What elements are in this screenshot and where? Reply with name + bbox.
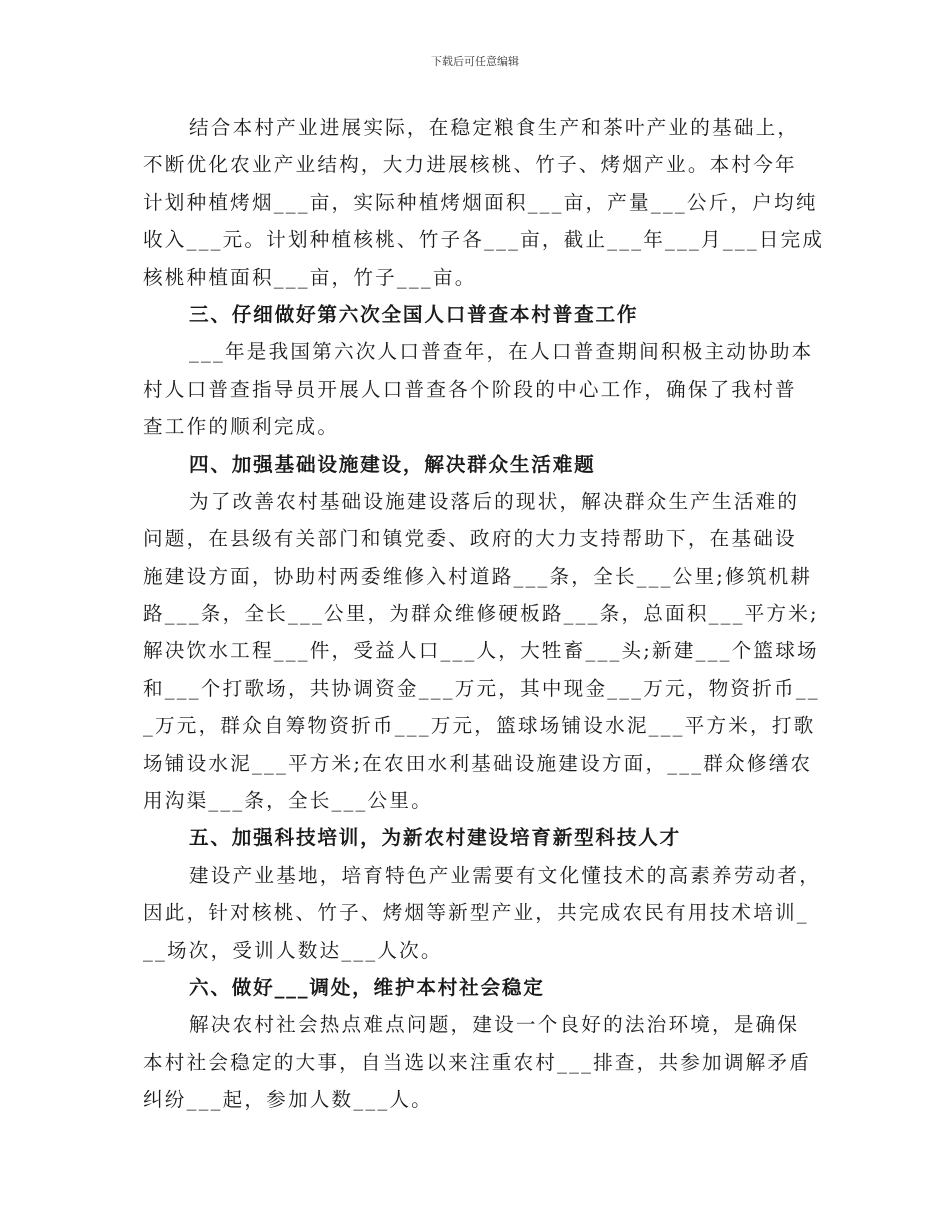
text-line: 计划种植烤烟___亩，实际种植烤烟面积___亩，产量___公斤，户均纯 — [143, 190, 818, 214]
text-line: _万元，群众自筹物资折币___万元，篮球场铺设水泥___平方米，打歌 — [143, 714, 816, 738]
section-heading: 五、加强科技培训，为新农村建设培育新型科技人才 — [189, 826, 682, 850]
text-line: 结合本村产业进展实际，在稳定粮食生产和茶叶产业的基础上， — [189, 116, 800, 139]
text-line: 建设产业基地，培育特色产业需要有文化懂技术的高素养劳动者， — [189, 863, 822, 887]
text-line: 核桃种植面积___亩，竹子___亩。 — [143, 265, 477, 289]
text-line: 为了改善农村基础设施建设落后的现状，解决群众生产生活难的 — [189, 489, 800, 513]
text-line: 场铺设水泥___平方米;在农田水利基础设施建设方面，___群众修缮农 — [143, 751, 813, 775]
section-heading: 四、加强基础设施建设，解决群众生活难题 — [189, 452, 596, 476]
text-line: 纠纷___起，参加人数___人。 — [143, 1088, 433, 1112]
text-line: 查工作的顺利完成。 — [143, 415, 340, 439]
text-line: 和___个打歌场，共协调资金___万元，其中现金___万元，物资折币__ — [143, 676, 820, 700]
text-line: 收入___元。计划种植核桃、竹子各___亩，截止___年___月___日完成 — [143, 228, 825, 252]
text-line: 本村社会稳定的大事，自当选以来注重农村___排查，共参加调解矛盾 — [143, 1050, 812, 1074]
text-line: ___年是我国第六次人口普查年，在人口普查期间积极主动协助本 — [189, 340, 814, 364]
text-line: 解决饮水工程___件，受益人口___人，大牲畜___头;新建___个篮球场 — [143, 639, 819, 663]
text-line: 路___条，全长___公里，为群众维修硬板路___条，总面积___平方米; — [143, 602, 819, 626]
document-body — [143, 109, 825, 1119]
text-line: 问题，在县级有关部门和镇党委、政府的大力支持帮助下，在基础设 — [143, 527, 797, 551]
section-heading: 六、做好___调处，维护本村社会稳定 — [189, 975, 545, 999]
page-header: 下载后可任意编辑 — [431, 55, 519, 68]
text-line: 不断优化农业产业结构，大力进展核桃、竹子、烤烟产业。本村今年 — [143, 153, 797, 177]
text-line: __场次，受训人数达___人次。 — [143, 938, 443, 962]
text-line: 用沟渠___条，全长___公里。 — [143, 789, 433, 813]
text-line: 因此，针对核桃、竹子、烤烟等新型产业，共完成农民有用技术培训_ — [143, 901, 809, 925]
text-line: 解决农村社会热点难点问题，建设一个良好的法治环境，是确保 — [189, 1013, 800, 1037]
text-line: 施建设方面，协助村两委维修入村道路___条，全长___公里;修筑机耕 — [143, 564, 813, 588]
text-line: 村人口普查指导员开展人口普查各个阶段的中心工作，确保了我村普 — [143, 377, 797, 401]
section-heading: 三、仔细做好第六次全国人口普查本村普查工作 — [189, 302, 639, 326]
